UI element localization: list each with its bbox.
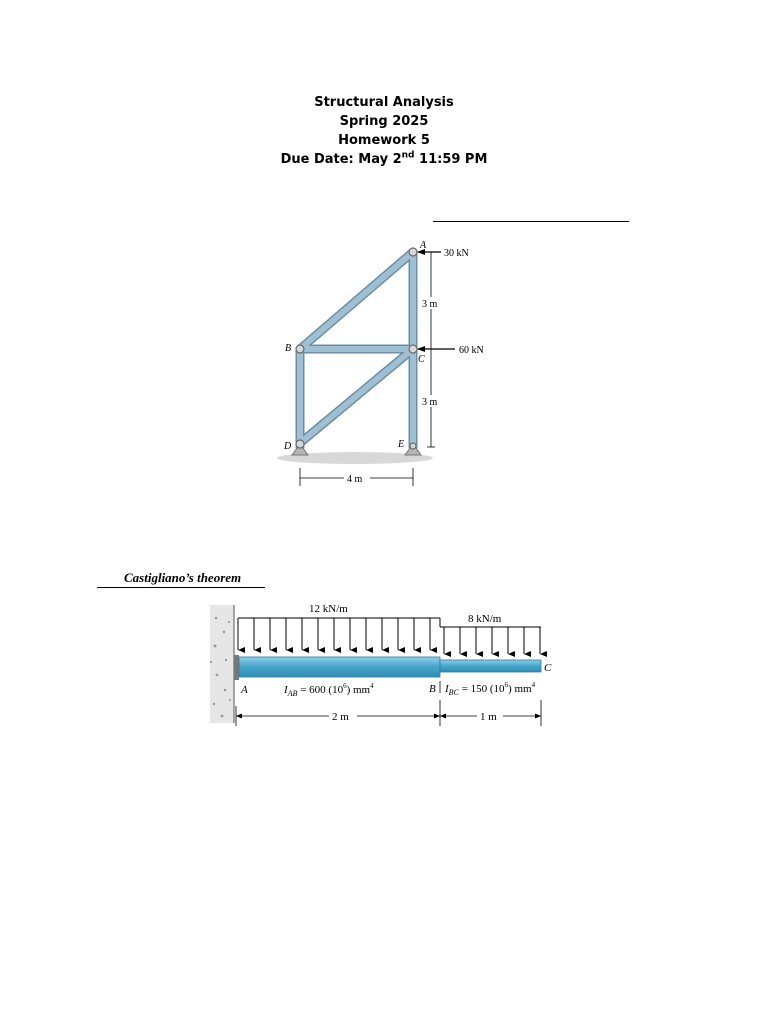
inertia-label-bc: $I_{BC} = 150$ $(10^6)$ $mm^4$	[445, 681, 536, 697]
dim-label-upper: 3 m	[422, 299, 438, 310]
due-date-time: 11:59 PM	[414, 152, 488, 167]
inertia-label-ab: $I_{AB} = 600$ $(10^6)$ $mm^4$	[284, 682, 374, 698]
dim-label-ab: 2 m	[332, 711, 349, 723]
due-date-prefix: Due Date: May 2	[280, 152, 402, 167]
joint-label-e: E	[398, 439, 405, 450]
fixed-wall	[210, 605, 234, 723]
assignment-title: Homework 5	[338, 133, 430, 148]
joint-label-b: B	[285, 343, 292, 354]
point-label-b: B	[429, 683, 436, 695]
joint-label-d: D	[284, 441, 292, 452]
dim-label-lower: 3 m	[422, 397, 438, 408]
joint-label-c: C	[418, 354, 425, 365]
load-label-ab: 12 kN/m	[309, 603, 348, 615]
course-title: Structural Analysis	[314, 95, 454, 110]
load-label-bc: 8 kN/m	[468, 613, 502, 625]
due-date-ordinal: nd	[401, 150, 415, 161]
load-label-60kn: 60 kN	[459, 345, 484, 356]
term: Spring 2025	[339, 114, 429, 129]
point-label-a: A	[241, 684, 248, 696]
joint-label-a: A	[420, 240, 427, 251]
dim-label-bc: 1 m	[480, 711, 497, 723]
beam-bc	[440, 660, 541, 672]
dim-label-width: 4 m	[347, 474, 363, 485]
section-heading-text: Castigliano’s theorem	[124, 570, 242, 585]
load-label-30kn: 30 kN	[444, 248, 469, 259]
point-label-c: C	[544, 662, 552, 674]
beam-ab	[239, 657, 440, 677]
